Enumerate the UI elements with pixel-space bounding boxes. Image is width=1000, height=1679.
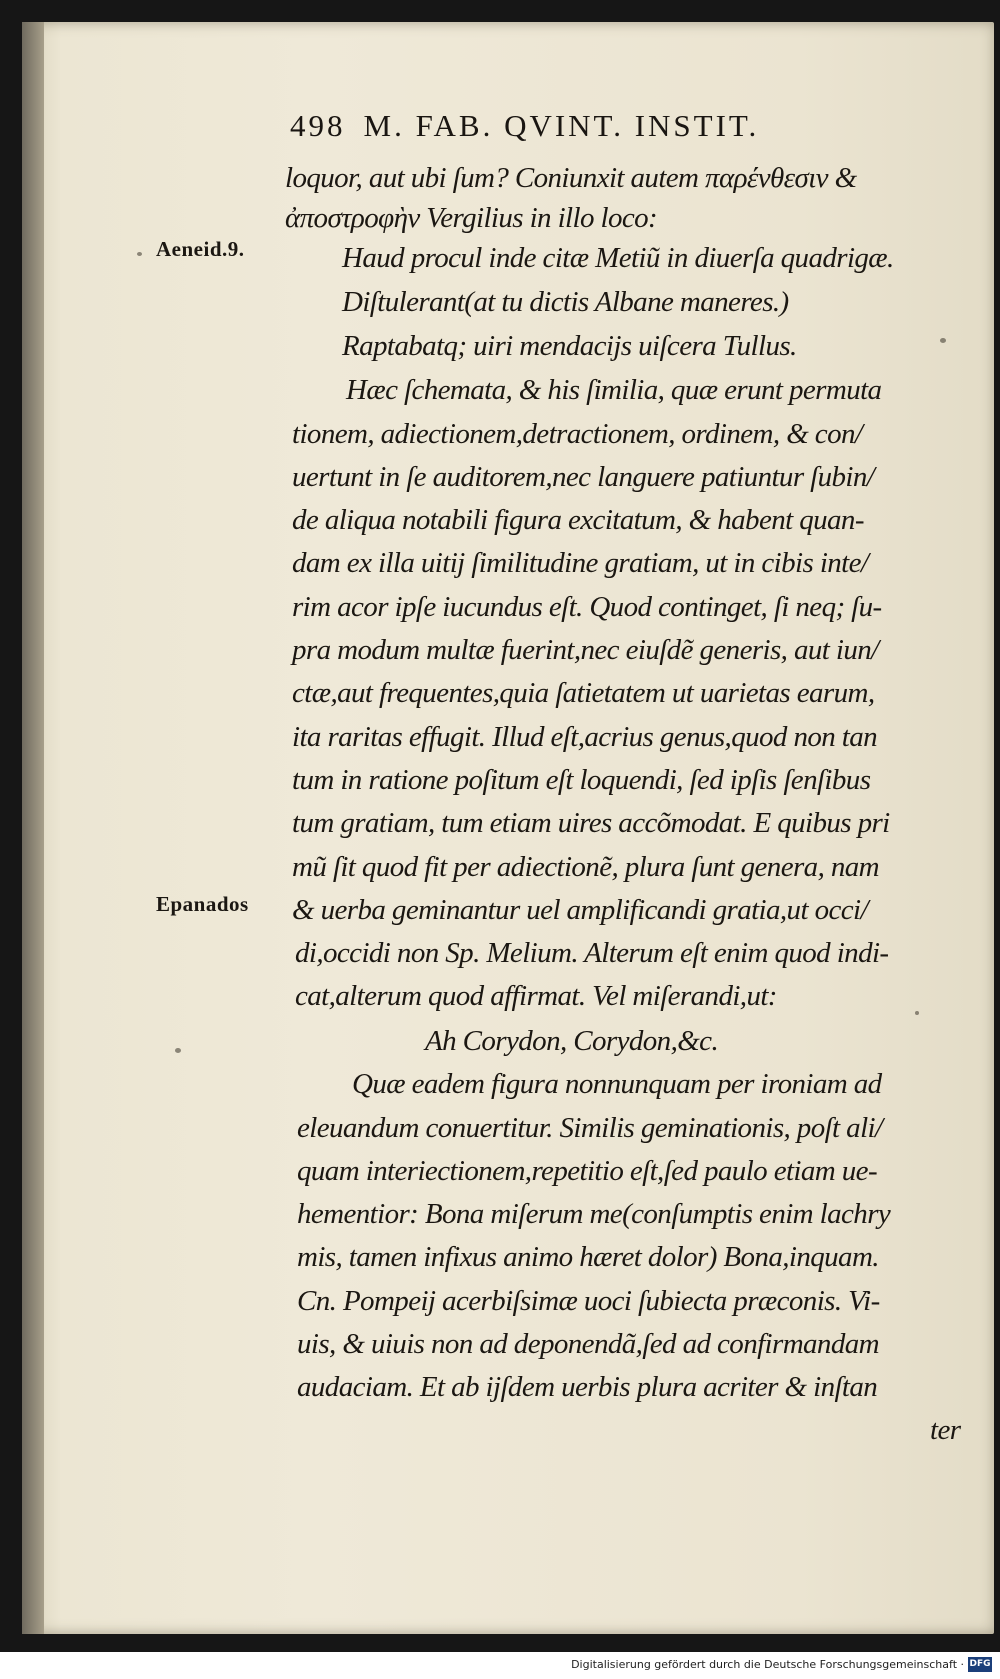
text-line-12: pra modum multæ fuerint,nec eiuſdẽ generis, aut iun/ [292, 634, 879, 666]
text-line-28: uis, & uiuis non ad deponendã,ſed ad confirmandam [297, 1328, 879, 1360]
verse-line-1: Haud procul inde citæ Metiũ in diuerſa quadrigæ. [342, 242, 894, 274]
funding-credit: Digitalisierung gefördert durch die Deutsche Forschungsgemeinschaft · [571, 1658, 964, 1671]
digitization-footer [0, 1652, 1000, 1679]
text-line-6: Hæc ſchemata, & his ſimilia, quæ erunt permuta [346, 374, 882, 406]
running-title: M. FAB. QVINT. INSTIT. [363, 108, 760, 143]
text-line-10: dam ex illa uitij ſimilitudine gratiam, ut in cibis inte/ [292, 547, 869, 579]
verse-line-2: Diſtulerant(at tu dictis Albane maneres.) [342, 286, 789, 318]
text-line-29: audaciam. Et ab ijſdem uerbis plura acriter & inſtan [297, 1371, 878, 1403]
text-line-25: hementior: Bona miſerum me(conſumptis enim lachry [297, 1198, 891, 1230]
verse-line-3: Raptabatq; uiri mendacijs uiſcera Tullus. [342, 330, 797, 362]
page-gutter [22, 22, 44, 1634]
text-line-24: quam interiectionem,repetitio eſt,ſed paulo etiam ue- [297, 1155, 878, 1187]
text-line-9: de aliqua notabili figura excitatum, & habent quan- [292, 504, 864, 536]
page-number: 498 [290, 108, 346, 143]
text-line-1: loquor, aut ubi ſum? Coniunxit autem παρένθεσιν & [285, 162, 857, 194]
running-header [290, 108, 910, 148]
verse-line-corydon: Ah Corydon, Corydon,&c. [425, 1025, 719, 1057]
text-line-20: cat,alterum quod affirmat. Vel miſerandi,ut: [295, 980, 777, 1012]
text-line-18: & uerba geminantur uel amplificandi gratia,ut occi/ [292, 894, 868, 926]
text-line-2: ἀποστροφὴν Vergilius in illo loco: [285, 202, 658, 234]
dfg-logo: DFG [968, 1657, 992, 1672]
catchword: ter [930, 1414, 961, 1446]
text-line-13: ctæ,aut frequentes,quia ſatietatem ut uarietas earum, [292, 677, 875, 709]
text-line-7: tionem, adiectionem,detractionem, ordinem, & con/ [292, 418, 863, 450]
text-line-16: tum gratiam, tum etiam uires accõmodat. E quibus pri [292, 807, 890, 839]
text-line-14: ita raritas effugit. Illud eſt,acrius genus,quod non tan [292, 721, 878, 753]
text-line-15: tum in ratione poſitum eſt loquendi, ſed ipſis ſenſibus [292, 764, 871, 796]
ink-speck [137, 252, 142, 256]
ink-speck [915, 1011, 919, 1015]
text-line-23: eleuandum conuertitur. Similis geminationis, poſt ali/ [297, 1112, 883, 1144]
ink-speck [940, 338, 946, 343]
text-line-8: uertunt in ſe auditorem,nec languere patiuntur ſubin/ [292, 461, 875, 493]
text-line-22: Quæ eadem figura nonnunquam per ironiam ad [352, 1068, 882, 1100]
margin-note-aeneid: Aeneid.9. [156, 237, 245, 261]
ink-speck [175, 1048, 181, 1053]
margin-note-epanados: Epanados [156, 892, 249, 916]
text-line-17: mũ ſit quod fit per adiectionẽ, plura ſunt genera, nam [292, 851, 880, 883]
text-line-26: mis, tamen infixus animo hæret dolor) Bona,inquam. [297, 1241, 879, 1273]
text-line-11: rim acor ipſe iucundus eſt. Quod continget, ſi neq; ſu- [292, 591, 882, 623]
text-line-19: di,occidi non Sp. Melium. Alterum eſt enim quod indi- [295, 937, 889, 969]
text-line-27: Cn. Pompeij acerbiſsimæ uoci ſubiecta præconis. Vi- [297, 1285, 880, 1317]
